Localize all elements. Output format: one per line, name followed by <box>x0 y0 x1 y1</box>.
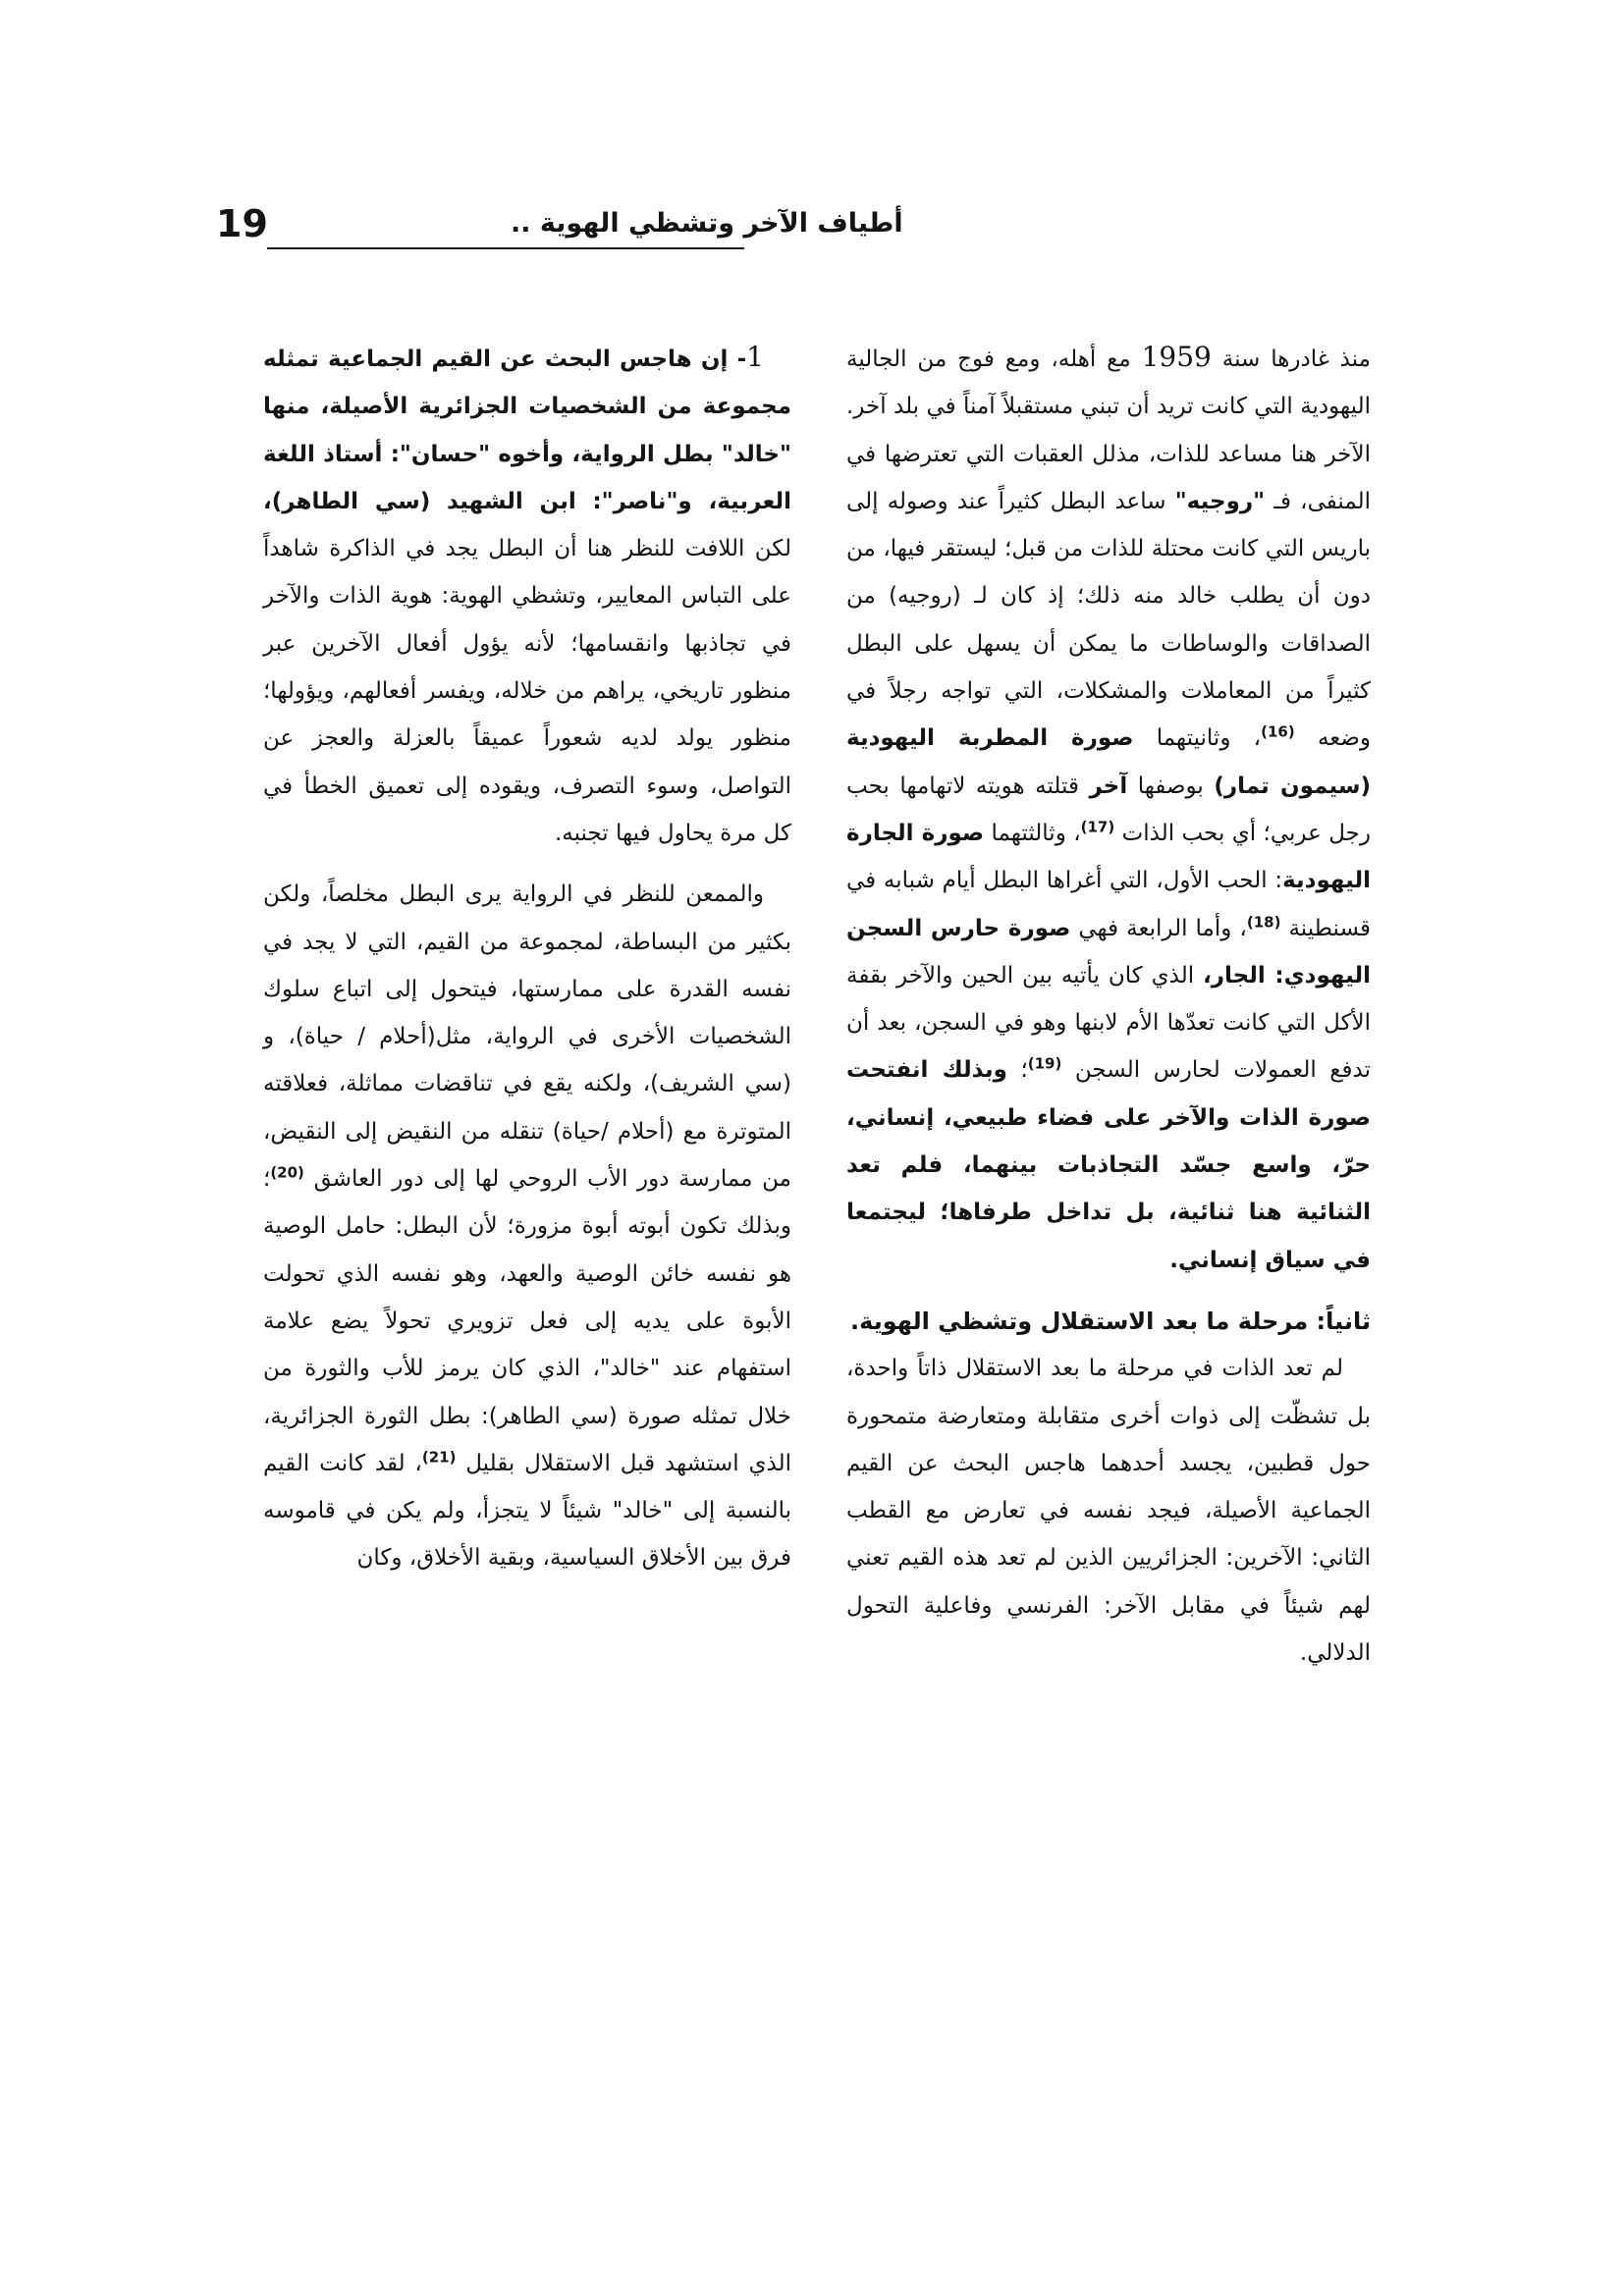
footnote-ref-16: (16) <box>1261 722 1295 741</box>
page-header <box>216 200 1375 247</box>
right-column <box>846 334 1371 1677</box>
footnote-ref-21: (21) <box>421 1448 457 1467</box>
list-number: 1 <box>746 341 764 373</box>
year: 1959 <box>1141 341 1212 373</box>
header-rule <box>267 247 744 249</box>
paragraph: منذ غادرها سنة 1959 مع أهله، ومع فوج من الجالية اليهودية التي كانت تريد أن تبني مستقبلاً آمناً في بلد آخر. الآخر هنا مساعد للذات، مذلل العقبات التي تعترضها في المنفى، فـ "روجيه" ساعد البطل كثيراً عند وصوله إلى باريس التي كانت محتلة للذات من قبل؛ ليستقر فيها، من دون أن يطلب خالد منه ذلك؛ إذ كان لـ (روجيه) من الصداقات والوساطات ما يمكن أن يسهل على البطل كثيراً من المعاملات والمشكلات، التي تواجه رجلاً في وضعه $^{(16)}$، وثانيتهما صورة المطربة اليهودية (سيمون تمار) بوصفها آخر قتلته هويته لاتهامها بحب رجل عربي؛ أي بحب الذات $^{(17)}$، وثالثتهما صورة الجارة اليهودية: الحب الأول، التي أغراها البطل أيام شبابه في قسنطينة $^{(18)}$، وأما الرابعة فهي صورة حارس السجن اليهودي: الجار، الذي كان يأتيه بين الحين والآخر بقفة الأكل التي كانت تعدّها الأم لابنها وهو في السجن، بعد أن تدفع العمولات لحارس السجن $^{(19)}$؛ وبذلك انفتحت صورة الذات والآخر على فضاء طبيعي، إنساني، حرّ، واسع جسّد التجاذبات بينهما، فلم تعد الثنائية هنا ثنائية، بل تداخل طرفاها؛ ليجتمعا في سياق إنساني. <box>846 341 1372 1273</box>
running-title: أطياف الآخر وتشظي الهوية .. <box>511 208 903 239</box>
footnote-ref-17: (17) <box>1080 818 1115 836</box>
page-number: 19 <box>216 202 268 245</box>
left-column <box>263 334 791 1582</box>
section-heading: ثانياً: مرحلة ما بعد الاستقلال وتشظي الهوية. <box>850 1307 1371 1335</box>
footnote-ref-19: (19) <box>1027 1054 1062 1073</box>
paragraph: والممعن للنظر في الرواية يرى البطل مخلصاً، ولكن بكثير من البساطة، لمجموعة من القيم، التي لا يجد في نفسه القدرة على ممارستها، فيتحول إلى اتباع سلوك الشخصيات الأخرى في الرواية، مثل(أحلام / حياة)، و (سي الشريف)، ولكنه يقع في تناقضات مماثلة، فعلاقته المتوترة مع (أحلام /حياة) تنقله من النقيض إلى النقيض، من ممارسة دور الأب الروحي لها إلى دور العاشق $^{(20)}$؛ وبذلك تكون أبوته أبوة مزورة؛ لأن البطل: حامل الوصية هو نفسه خائن الوصية والعهد، وهو نفسه الذي تحولت الأبوة على يديه إلى فعل تزويري تحولاً يضع علامة استفهام عند "خالد"، الذي كان يرمز للأب والثورة من خلال تمثله صورة (سي الطاهر): بطل الثورة الجزائرية، الذي استشهد قبل الاستقلال بقليل $^{(21)}$، لقد كانت القيم بالنسبة إلى "خالد" شيئاً لا يتجزأ، ولم يكن في قاموسه فرق بين الأخلاق السياسية، وبقية الأخلاق، وكان <box>263 881 791 1572</box>
paragraph: 1- إن هاجس البحث عن القيم الجماعية تمثله مجموعة من الشخصيات الجزائرية الأصيلة، منها "خالد" بطل الرواية، وأخوه "حسان": أستاذ اللغة العربية، و"ناصر": ابن الشهيد (سي الطاهر)، لكن اللافت للنظر هنا أن البطل يجد في الذاكرة شاهداً على التباس المعايير، وتشظي الهوية: هوية الذات والآخر في تجاذبها وانقسامها؛ لأنه يؤول أفعال الآخرين عبر منظور تاريخي، يراهم من خلاله، ويفسر أفعالهم، ويؤولها؛ منظور يولد لديه شعوراً عميقاً بالعزلة والعجز عن التواصل، وسوء التصرف، ويقوده إلى تعميق الخطأ في كل مرة يحاول فيها تجنبه. <box>263 341 791 846</box>
footnote-ref-20: (20) <box>270 1163 304 1182</box>
footnote-ref-18: (18) <box>1246 912 1281 931</box>
paragraph: لم تعد الذات في مرحلة ما بعد الاستقلال ذاتاً واحدة، بل تشظّت إلى ذوات أخرى متقابلة ومتعارضة متمحورة حول قطبين، يجسد أحدهما هاجس البحث عن القيم الجماعية الأصيلة، فيجد نفسه في تعارض مع القطب الثاني: الآخرين: الجزائريين الذين لم تعد هذه القيم تعني لهم شيئاً في مقابل الآخر: الفرنسي وفاعلية التحول الدلالي. <box>846 1356 1371 1667</box>
